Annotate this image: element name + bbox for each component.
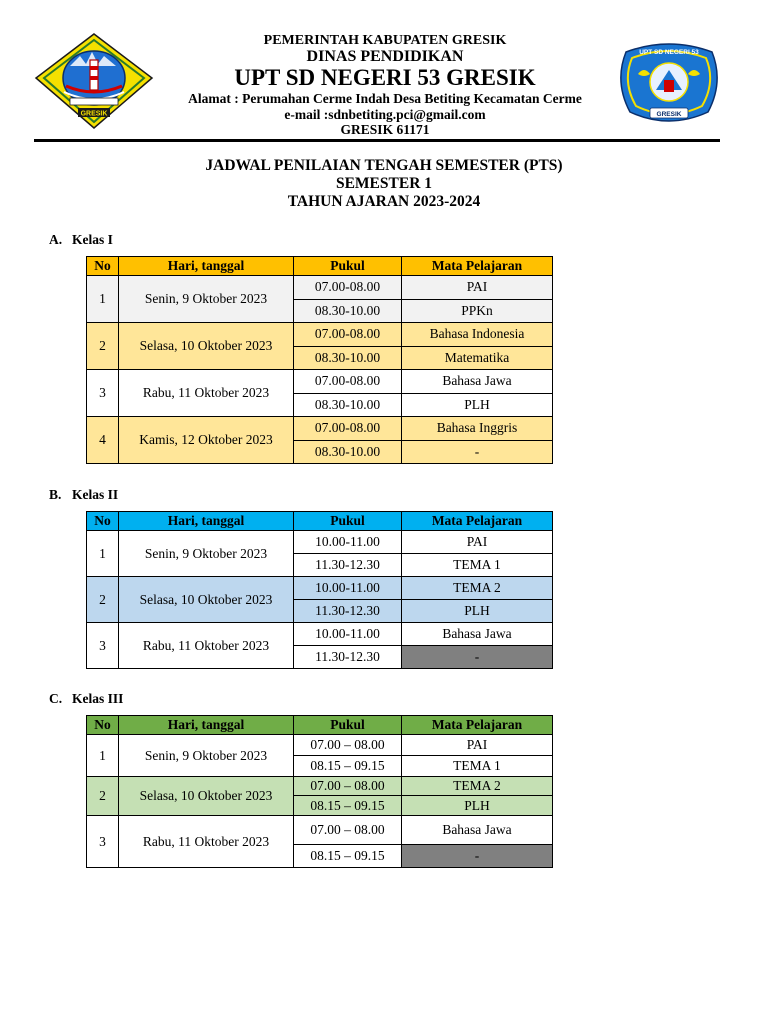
slot-subject: PLH xyxy=(402,796,553,816)
row-number: 1 xyxy=(87,276,119,323)
schedule-table-kelas-2 xyxy=(86,511,553,669)
logo-left-text: GRESIK xyxy=(80,110,108,118)
table-row xyxy=(87,370,553,394)
section-letter: A. xyxy=(49,232,63,247)
school-city: GRESIK 61171 xyxy=(340,122,430,137)
row-day: Senin, 9 Oktober 2023 xyxy=(119,735,294,777)
slot-subject: PAI xyxy=(402,276,553,300)
school-logo xyxy=(614,34,724,130)
column-header-day: Hari, tanggal xyxy=(119,512,294,531)
row-number: 4 xyxy=(87,417,119,464)
slot-subject: - xyxy=(402,440,553,464)
row-number: 2 xyxy=(87,777,119,816)
section-letter: C. xyxy=(49,691,63,706)
slot-time: 07.00-08.00 xyxy=(294,417,402,441)
column-header-time: Pukul xyxy=(294,512,402,531)
table-row xyxy=(87,417,553,441)
slot-subject: TEMA 2 xyxy=(402,777,553,796)
slot-time: 08.30-10.00 xyxy=(294,440,402,464)
slot-subject-empty: - xyxy=(402,845,553,868)
slot-time: 07.00-08.00 xyxy=(294,370,402,394)
slot-time: 07.00 – 08.00 xyxy=(294,735,402,756)
slot-subject: Bahasa Inggris xyxy=(402,417,553,441)
row-day: Senin, 9 Oktober 2023 xyxy=(119,276,294,323)
slot-subject-empty: - xyxy=(402,646,553,669)
row-number: 1 xyxy=(87,531,119,577)
schedule-table-kelas-1 xyxy=(86,256,553,464)
column-header-subject: Mata Pelajaran xyxy=(402,716,553,735)
section-title: Kelas I xyxy=(72,232,113,247)
section-heading-kelas-2 xyxy=(49,487,118,503)
row-number: 2 xyxy=(87,323,119,370)
slot-time: 11.30-12.30 xyxy=(294,600,402,623)
column-header-subject: Mata Pelajaran xyxy=(402,512,553,531)
row-day: Selasa, 10 Oktober 2023 xyxy=(119,777,294,816)
slot-time: 11.30-12.30 xyxy=(294,554,402,577)
slot-time: 07.00 – 08.00 xyxy=(294,816,402,845)
slot-subject: PLH xyxy=(402,600,553,623)
letterhead-divider xyxy=(34,139,720,142)
column-header-time: Pukul xyxy=(294,716,402,735)
slot-subject: PAI xyxy=(402,735,553,756)
slot-time: 07.00-08.00 xyxy=(294,276,402,300)
row-number: 3 xyxy=(87,370,119,417)
row-number: 3 xyxy=(87,816,119,868)
slot-time: 10.00-11.00 xyxy=(294,577,402,600)
document-year: TAHUN AJARAN 2023-2024 xyxy=(287,193,481,210)
table-header-row xyxy=(87,512,553,531)
slot-subject: TEMA 1 xyxy=(402,554,553,577)
government-name: PEMERINTAH KABUPATEN GRESIK xyxy=(263,33,507,48)
document-title: JADWAL PENILAIAN TENGAH SEMESTER (PTS) xyxy=(205,157,563,174)
column-header-time: Pukul xyxy=(294,257,402,276)
section-letter: B. xyxy=(49,487,62,502)
schedule-table-kelas-3 xyxy=(86,715,553,868)
table-row xyxy=(87,577,553,600)
row-day: Rabu, 11 Oktober 2023 xyxy=(119,623,294,669)
slot-subject: Bahasa Indonesia xyxy=(402,323,553,347)
table-header-row xyxy=(87,257,553,276)
table-row xyxy=(87,735,553,756)
school-name: UPT SD NEGERI 53 GRESIK xyxy=(234,65,536,90)
gresik-regency-logo xyxy=(34,32,154,130)
logo-right-text: UPT SD NEGERI 53 xyxy=(639,49,699,56)
section-heading-kelas-1 xyxy=(49,232,113,248)
document-semester: SEMESTER 1 xyxy=(335,175,433,192)
row-day: Rabu, 11 Oktober 2023 xyxy=(119,370,294,417)
row-day: Kamis, 12 Oktober 2023 xyxy=(119,417,294,464)
slot-time: 10.00-11.00 xyxy=(294,623,402,646)
column-header-subject: Mata Pelajaran xyxy=(402,257,553,276)
row-day: Senin, 9 Oktober 2023 xyxy=(119,531,294,577)
slot-time: 08.15 – 09.15 xyxy=(294,796,402,816)
row-number: 1 xyxy=(87,735,119,777)
slot-time: 08.15 – 09.15 xyxy=(294,756,402,777)
slot-subject: Bahasa Jawa xyxy=(402,623,553,646)
row-day: Rabu, 11 Oktober 2023 xyxy=(119,816,294,868)
slot-time: 07.00 – 08.00 xyxy=(294,777,402,796)
slot-subject: PLH xyxy=(402,393,553,417)
slot-subject: TEMA 1 xyxy=(402,756,553,777)
slot-time: 08.30-10.00 xyxy=(294,299,402,323)
column-header-day: Hari, tanggal xyxy=(119,716,294,735)
row-day: Selasa, 10 Oktober 2023 xyxy=(119,323,294,370)
table-row xyxy=(87,777,553,796)
slot-subject: PAI xyxy=(402,531,553,554)
slot-time: 08.30-10.00 xyxy=(294,346,402,370)
slot-subject: Bahasa Jawa xyxy=(402,816,553,845)
school-address: Alamat : Perumahan Cerme Indah Desa Betiting Kecamatan Cerme xyxy=(188,91,582,106)
table-header-row xyxy=(87,716,553,735)
column-header-no: No xyxy=(87,257,119,276)
slot-time: 08.15 – 09.15 xyxy=(294,845,402,868)
section-heading-kelas-3 xyxy=(49,691,123,707)
table-row xyxy=(87,323,553,347)
slot-subject: TEMA 2 xyxy=(402,577,553,600)
column-header-no: No xyxy=(87,512,119,531)
section-title: Kelas III xyxy=(72,691,124,706)
department-name: DINAS PENDIDIKAN xyxy=(306,48,464,65)
slot-subject: Bahasa Jawa xyxy=(402,370,553,394)
table-row xyxy=(87,623,553,646)
table-row xyxy=(87,816,553,845)
row-number: 2 xyxy=(87,577,119,623)
section-title: Kelas II xyxy=(72,487,119,502)
slot-time: 07.00-08.00 xyxy=(294,323,402,347)
table-row xyxy=(87,531,553,554)
column-header-day: Hari, tanggal xyxy=(119,257,294,276)
slot-subject: Matematika xyxy=(402,346,553,370)
logo-right-bottom-text: GRESIK xyxy=(656,111,682,118)
row-number: 3 xyxy=(87,623,119,669)
slot-time: 08.30-10.00 xyxy=(294,393,402,417)
school-email: e-mail :sdnbetiting.pci@gmail.com xyxy=(284,107,486,122)
slot-time: 11.30-12.30 xyxy=(294,646,402,669)
table-row xyxy=(87,276,553,300)
slot-time: 10.00-11.00 xyxy=(294,531,402,554)
slot-subject: PPKn xyxy=(402,299,553,323)
column-header-no: No xyxy=(87,716,119,735)
row-day: Selasa, 10 Oktober 2023 xyxy=(119,577,294,623)
